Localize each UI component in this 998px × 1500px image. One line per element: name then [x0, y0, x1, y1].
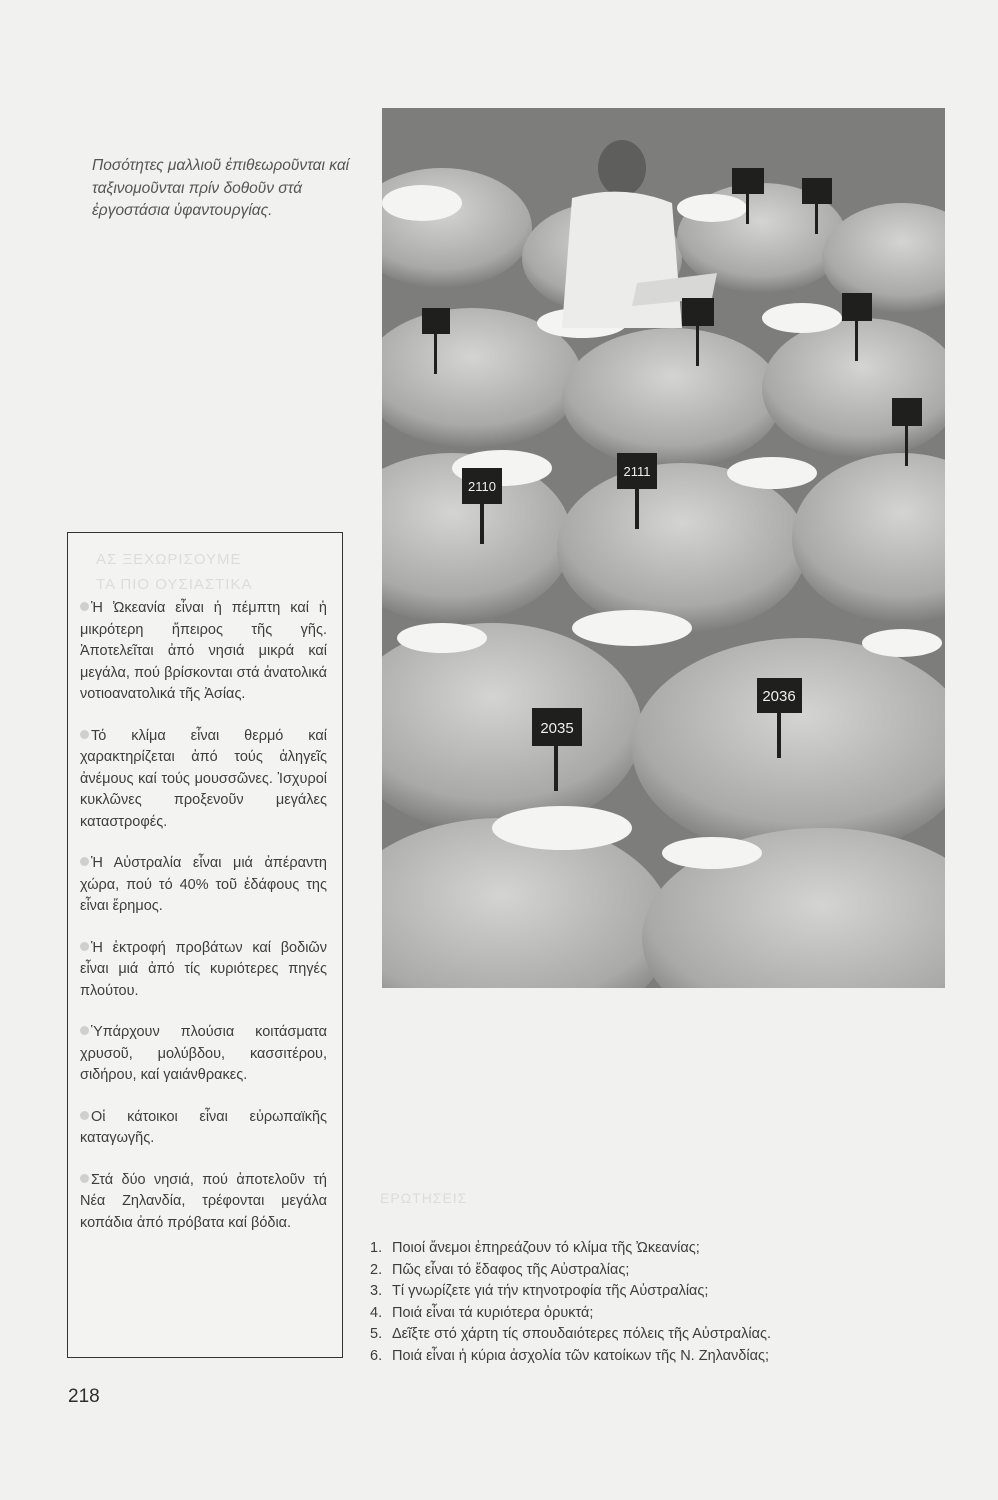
page-number: 218	[68, 1386, 100, 1407]
question-number: 6.	[370, 1347, 383, 1364]
bullet-dot-icon	[80, 1111, 89, 1120]
question-text: Τί γνωρίζετε γιά τήν κτηνοτροφία τῆς Αὐστραλίας;	[392, 1283, 709, 1299]
summary-item-text: Ἡ Αὐστραλία εἶναι μιά ἀπέραντη χώρα, πού τό 40% τοῦ ἐδάφους της εἶναι ἔρημος.	[80, 855, 327, 914]
questions-title: ΕΡΩΤΗΣΕΙΣ	[380, 1190, 468, 1206]
photo-caption: Ποσότητες μαλλιοῦ ἐπιθεωροῦνται καί ταξινομοῦνται πρίν δοθοῦν στά ἐργοστάσια ὑφαντουργίας.	[92, 157, 350, 219]
summary-item	[80, 726, 327, 834]
bullet-dot-icon	[80, 730, 89, 739]
summary-item-text: Ὑπάρχουν πλούσια κοιτάσματα χρυσοῦ, μολύβδου, κασσιτέρου, σιδήρου, καί γαιάνθρακες.	[80, 1024, 327, 1083]
summary-item-text: Ἡ Ὠκεανία εἶναι ἡ πέμπτη καί ἡ μικρότερη ἤπειρος τῆς γῆς. Ἀποτελεῖται ἀπό νησιά μικρά καί μεγάλα, πού βρίσκονται στά ἀνατολικά νοτιοανατολικά τῆς Ἀσίας.	[80, 600, 327, 702]
question-item	[370, 1303, 945, 1325]
summary-item	[80, 853, 327, 918]
question-item	[370, 1281, 945, 1303]
summary-list	[80, 598, 327, 1254]
question-number: 4.	[370, 1304, 383, 1321]
summary-item-text: Ἡ ἐκτροφή προβάτων καί βοδιῶν εἶναι μιά ἀπό τίς κυριότερες πηγές πλούτου.	[80, 939, 327, 999]
bale-tag: 2111	[623, 464, 651, 479]
bale-tag: 2036	[762, 688, 796, 705]
summary-title-line: ΑΣ ΞΕΧΩΡΙΣΟΥΜΕ	[96, 551, 242, 568]
question-number: 1.	[370, 1240, 383, 1256]
question-text: Δεῖξτε στό χάρτη τίς σπουδαιότερες πόλεις τῆς Αὐστραλίας.	[392, 1326, 772, 1342]
summary-item-text: Τό κλίμα εἶναι θερμό καί χαρακτηρίζεται ἀπό τούς ἀληγεῖς ἀνέμους καί τούς μουσσῶνες. Ἰσχυροί κυκλῶνες προξενοῦν μεγάλες καταστροφές.	[80, 727, 327, 830]
question-number: 3.	[370, 1283, 383, 1299]
summary-item-text: Στά δύο νησιά, πού ἀποτελοῦν τή Νέα Ζηλανδία, τρέφονται μεγάλα κοπάδια ἀπό πρόβατα καί βόδια.	[80, 1171, 327, 1231]
bale-tag: 2110	[468, 479, 496, 494]
question-item	[370, 1260, 945, 1282]
bullet-dot-icon	[80, 1026, 89, 1035]
summary-item	[80, 598, 327, 706]
bullet-dot-icon	[80, 602, 89, 611]
summary-item	[80, 1022, 327, 1087]
question-text: Ποιοί ἄνεμοι ἐπηρεάζουν τό κλίμα τῆς Ὠκεανίας;	[392, 1240, 700, 1256]
questions-list	[370, 1238, 945, 1367]
wool-bales-photo	[382, 108, 945, 988]
question-number: 5.	[370, 1326, 383, 1342]
summary-item-text: Οἱ κάτοικοι εἶναι εὐρωπαϊκῆς καταγωγῆς.	[80, 1108, 327, 1146]
question-item	[370, 1346, 945, 1368]
question-number: 2.	[370, 1261, 383, 1278]
summary-title-line: ΤΑ ΠΙΟ ΟΥΣΙΑΣΤΙΚΑ	[96, 576, 253, 593]
bullet-dot-icon	[80, 1174, 89, 1183]
question-item	[370, 1238, 945, 1260]
question-text: Ποιά εἶναι ἡ κύρια ἀσχολία τῶν κατοίκων τῆς Ν. Ζηλανδίας;	[392, 1347, 769, 1364]
summary-item	[80, 1170, 327, 1235]
bale-tag: 2035	[540, 720, 574, 737]
question-text: Ποιά εἶναι τά κυριότερα ὀρυκτά;	[392, 1304, 594, 1321]
summary-title	[96, 547, 336, 597]
summary-item	[80, 938, 327, 1003]
summary-item	[80, 1107, 327, 1150]
question-text: Πῶς εἶναι τό ἔδαφος τῆς Αὐστραλίας;	[392, 1261, 630, 1278]
question-item	[370, 1324, 945, 1346]
bullet-dot-icon	[80, 942, 89, 951]
bullet-dot-icon	[80, 857, 89, 866]
